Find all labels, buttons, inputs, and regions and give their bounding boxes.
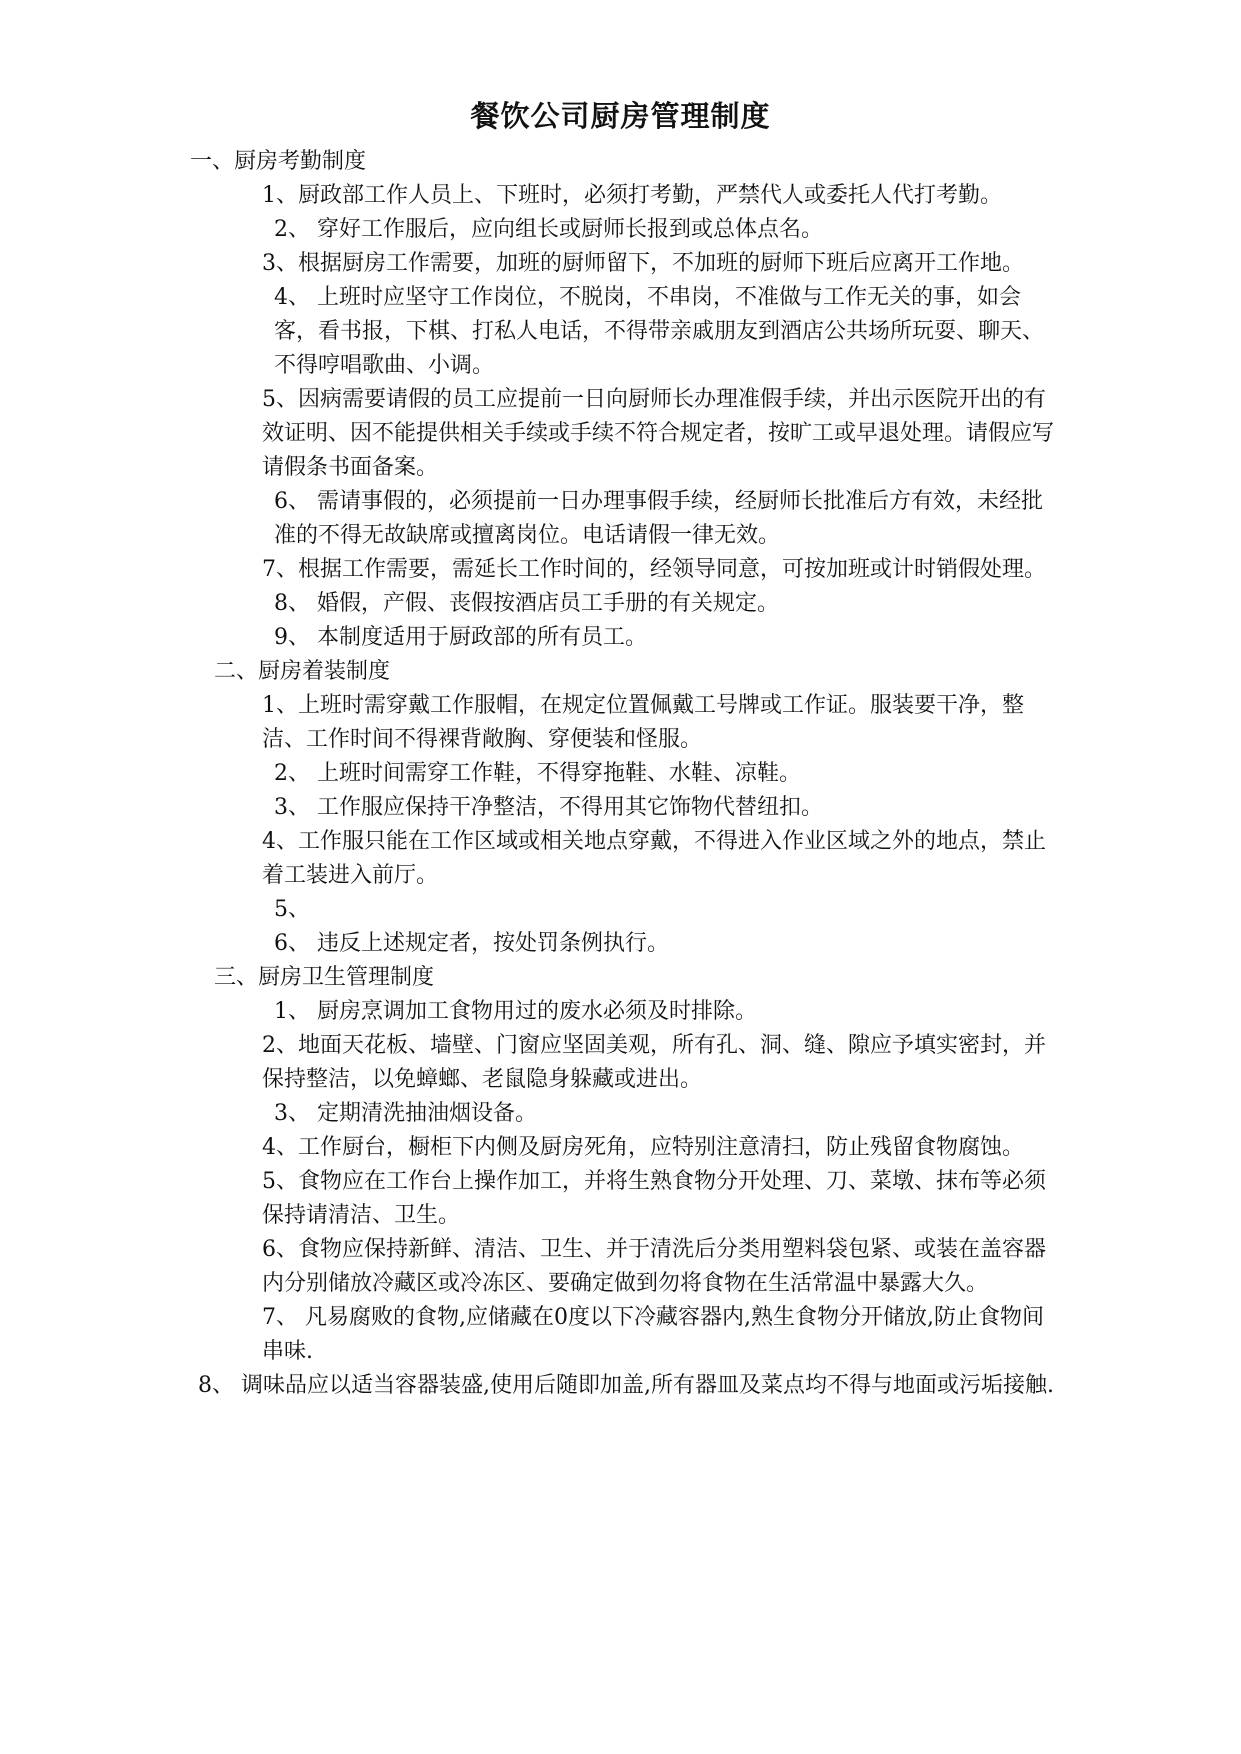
hygiene-rule-4: 4、工作厨台，橱柜下内侧及厨房死角，应特别注意清扫，防止残留食物腐蚀。 (262, 1135, 1024, 1160)
section-heading-attendance: 一、厨房考勤制度 (190, 149, 367, 174)
dress-rule-5: 5、 (274, 897, 310, 922)
document-body (190, 145, 1060, 1403)
dress-rule-6: 6、 违反上述规定者，按处罚条例执行。 (274, 931, 669, 956)
hygiene-rule-6: 6、食物应保持新鲜、清洁、卫生、并于清洗后分类用塑料袋包紧、或装在盖容器内分别储放冷藏区或冷冻区、要确定做到勿将食物在生活常温中暴露大久。 (262, 1237, 1046, 1296)
attendance-rule-5: 5、因病需要请假的员工应提前一日向厨师长办理准假手续，并出示医院开出的有效证明、因不能提供相关手续或手续不符合规定者，按旷工或早退处理。请假应写请假条书面备案。 (262, 387, 1055, 480)
attendance-rule-7: 7、根据工作需要，需延长工作时间的，经领导同意，可按加班或计时销假处理。 (262, 557, 1046, 582)
attendance-rule-9: 9、 本制度适用于厨政部的所有员工。 (274, 625, 647, 650)
attendance-rule-1: 1、厨政部工作人员上、下班时，必须打考勤，严禁代人或委托人代打考勤。 (262, 183, 1002, 208)
attendance-rule-6: 6、 需请事假的，必须提前一日办理事假手续，经厨师长批准后方有效，未经批准的不得无故缺席或擅离岗位。电话请假一律无效。 (274, 489, 1043, 548)
attendance-rule-2: 2、 穿好工作服后，应向组长或厨师长报到或总体点名。 (274, 217, 823, 242)
hygiene-rule-7: 7、 凡易腐败的食物,应储藏在0度以下冷藏容器内,熟生食物分开储放,防止食物间串味. (262, 1305, 1044, 1364)
dress-rule-3: 3、 工作服应保持干净整洁，不得用其它饰物代替纽扣。 (274, 795, 823, 820)
hygiene-rule-2: 2、地面天花板、墙壁、门窗应坚固美观，所有孔、洞、缝、隙应予填实密封，并保持整洁，以免蟑螂、老鼠隐身躲藏或进出。 (262, 1033, 1046, 1092)
hygiene-rule-1: 1、 厨房烹调加工食物用过的废水必须及时排除。 (274, 999, 757, 1024)
dress-rule-2: 2、 上班时间需穿工作鞋，不得穿拖鞋、水鞋、凉鞋。 (274, 761, 801, 786)
attendance-rule-4: 4、 上班时应坚守工作岗位，不脱岗，不串岗，不准做与工作无关的事，如会客，看书报，下棋、打私人电话，不得带亲戚朋友到酒店公共场所玩耍、聊天、不得哼唱歌曲、小调。 (274, 285, 1045, 378)
dress-rule-4: 4、工作服只能在工作区域或相关地点穿戴，不得进入作业区域之外的地点，禁止着工装进入前厅。 (262, 829, 1046, 888)
document-title: 餐饮公司厨房管理制度 (470, 99, 771, 133)
attendance-rule-3: 3、根据厨房工作需要，加班的厨师留下，不加班的厨师下班后应离开工作地。 (262, 251, 1024, 276)
hygiene-rule-8: 8、 调味品应以适当容器装盛,使用后随即加盖,所有器皿及菜点均不得与地面或污垢接触. (198, 1373, 1054, 1398)
dress-rule-1: 1、上班时需穿戴工作服帽，在规定位置佩戴工号牌或工作证。服装要干净，整洁、工作时间不得裸背敞胸、穿便装和怪服。 (262, 693, 1024, 752)
section-heading-hygiene: 三、厨房卫生管理制度 (214, 965, 435, 990)
hygiene-rule-3: 3、 定期清洗抽油烟设备。 (274, 1101, 537, 1126)
hygiene-rule-5: 5、食物应在工作台上操作加工，并将生熟食物分开处理、刀、菜墩、抹布等必须保持请清洁、卫生。 (262, 1169, 1046, 1228)
section-heading-dress-code: 二、厨房着装制度 (214, 659, 391, 684)
attendance-rule-8: 8、 婚假，产假、丧假按酒店员工手册的有关规定。 (274, 591, 779, 616)
